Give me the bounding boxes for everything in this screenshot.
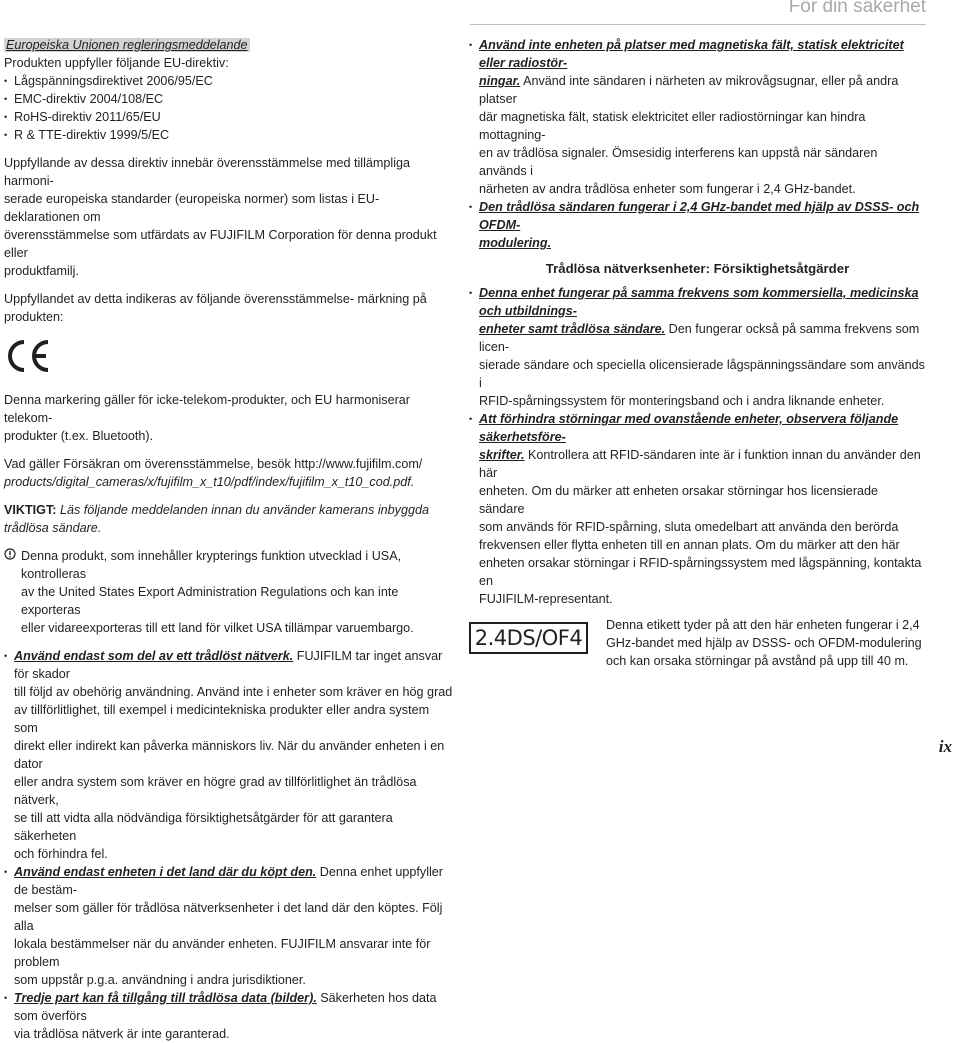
bullet-dot: • (469, 414, 473, 424)
wireless-bullets (4, 647, 454, 1043)
list-item: • Använd endast som del av ett trådlöst nätverk. FUJIFILM tar inget ansvar för skador till följd av obehörig användning. Använd inte i enheter som kräver en hög grad av tillförlitlighet, till exempel i medicintekniska produkter eller andra system som direkt eller indirekt kan påverka människors liv. När du använder enheten i en dator eller andra system som kräver en högre grad av tillförlitlighet än trådlösa nätverk, se till att vidta alla nödvändiga försiktighetsåtgärder för att garantera säkerheten och förhindra fel. (4, 649, 453, 861)
bullet-dot: • (4, 112, 8, 122)
bullet-dot: • (4, 130, 8, 140)
list-item: • RoHS-direktiv 2011/65/EU (4, 110, 161, 124)
list-item: • Denna enhet fungerar på samma frekvens som kommersiella, medicinska och utbildnings- enheter samt trådlösa sändare. Den fungerar också på samma frekvens som licen- sierade sändare och speciella olicensierade lågspänningssändare som används i RFID-spårningssystem för monteringsband och i andra liknande enheter. (469, 286, 925, 408)
list-item: • Använd endast enheten i det land där du köpt den. Denna enhet uppfyller de bestäm- melser som gäller för trådlösa nätverksenheter i det land där den köptes. Följ alla lokala bestämmelser när du använder enheten. FUJIFILM ansvarar inte för problem som uppstår p.g.a. användning i andra jurisdiktioner. (4, 865, 444, 987)
list-item: • R & TTE-direktiv 1999/5/EC (4, 128, 170, 142)
section-heading: Trådlösa nätverksenheter: Försiktighetsåtgärder (545, 261, 850, 276)
eu-notice-title: Europeiska Unionen regleringsmeddelande (6, 38, 248, 52)
marking-paragraph: Uppfyllandet av detta indikeras av följande överensstämmelse- märkning på produkten: (4, 292, 427, 324)
eu-intro: Produkten uppfyller följande EU-direktiv: (4, 56, 229, 70)
frequency-label-description: Denna etikett tyder på att den här enheten fungerar i 2,4 GHz-bandet med hjälp av DSSS- och OFDM-modulering och kan orsaka störningar på avstånd på upp till 40 m. (606, 618, 922, 668)
list-item: • Den trådlösa sändaren fungerar i 2,4 GHz-bandet med hjälp av DSSS- och OFDM- modulering. (469, 200, 920, 250)
bullet-dot: • (4, 94, 8, 104)
right-column (469, 36, 926, 670)
bullet-dot: • (469, 288, 473, 298)
list-item: • Tredje part kan få tillgång till trådlösa data (bilder). Säkerheten hos data som överförs via trådlösa nätverk är inte garanterad. (4, 991, 437, 1041)
declaration-paragraph: Vad gäller Försäkran om överensstämmelse, besök http://www.fujifilm.com/ products/digital_cameras/x/fujifilm_x_t10/pdf/index/fujifilm_x_t10_cod.pdf. (4, 457, 423, 489)
bullet-dot: • (469, 40, 473, 50)
important-label: VIKTIGT: (4, 503, 57, 517)
compliance-paragraph: Uppfyllande av dessa direktiv innebär överensstämmelse med tillämpliga harmoni- serade europeiska standarder (europeiska normer) som listas i EU-deklarationen om överensstämmelse som utfärdats av FUJIFILM Corporation för denna produkt eller produktfamilj. (4, 156, 437, 278)
marking-note: Denna markering gäller för icke-telekom-produkter, och EU harmoniserar telekom- produkter (t.ex. Bluetooth). (4, 393, 410, 443)
bullet-dot: • (4, 993, 8, 1003)
page-header-title: För din säkerhet (788, 0, 926, 17)
bullet-dot: • (4, 651, 8, 661)
bullet-dot: • (4, 76, 8, 86)
page-number: ix (938, 737, 952, 756)
important-notice: VIKTIGT: Läs följande meddelanden innan du använder kamerans inbyggda trådlösa sändare. (4, 503, 429, 535)
list-item: • Att förhindra störningar med ovanstående enheter, observera följande säkerhetsföre- skrifter. Kontrollera att RFID-sändaren inte är i funktion innan du använder den här enheten. Om du märker att enheten orsakar störningar hos licensierade sändare som används för RFID-spårning, sluta omedelbart att använda den berörda frekvensen eller flytta enheten till en annan plats. Om du märker att den här enheten orsakar störningar i RFID-spårningssystem med lågspänning, kontakta en FUJIFILM-representant. (469, 412, 922, 606)
directive-list (4, 72, 454, 144)
ce-marking-icon (4, 336, 54, 376)
frequency-label: 2.4DS/OF4 (469, 622, 588, 654)
list-item: • EMC-direktiv 2004/108/EC (4, 92, 164, 106)
export-notice: Denna produkt, som innehåller krypterings funktion utvecklad i USA, kontrolleras av the United States Export Administration Regulations och kan inte exporteras eller vidareexporteras till ett land för vilket USA tillämpar varuembargo. (4, 547, 454, 637)
header-rule (470, 24, 926, 25)
caution-icon (4, 547, 21, 583)
left-column (4, 36, 454, 1043)
bullet-dot: • (469, 202, 473, 212)
bullet-dot: • (4, 867, 8, 877)
frequency-label-row (469, 616, 926, 670)
list-item: • Lågspänningsdirektivet 2006/95/EC (4, 74, 213, 88)
list-item: • Använd inte enheten på platser med magnetiska fält, statisk elektricitet eller radiostör- ningar. Använd inte sändaren i närheten av mikrovågsugnar, eller på andra platser där magnetiska fält, statisk elektricitet eller radiostörningar kan hindra mottagning- en av trådlösa signaler. Ömsesidig interferens kan uppstå när sändaren används i närheten av andra trådlösa enheter som fungerar i 2,4 GHz-bandet. (469, 38, 904, 196)
